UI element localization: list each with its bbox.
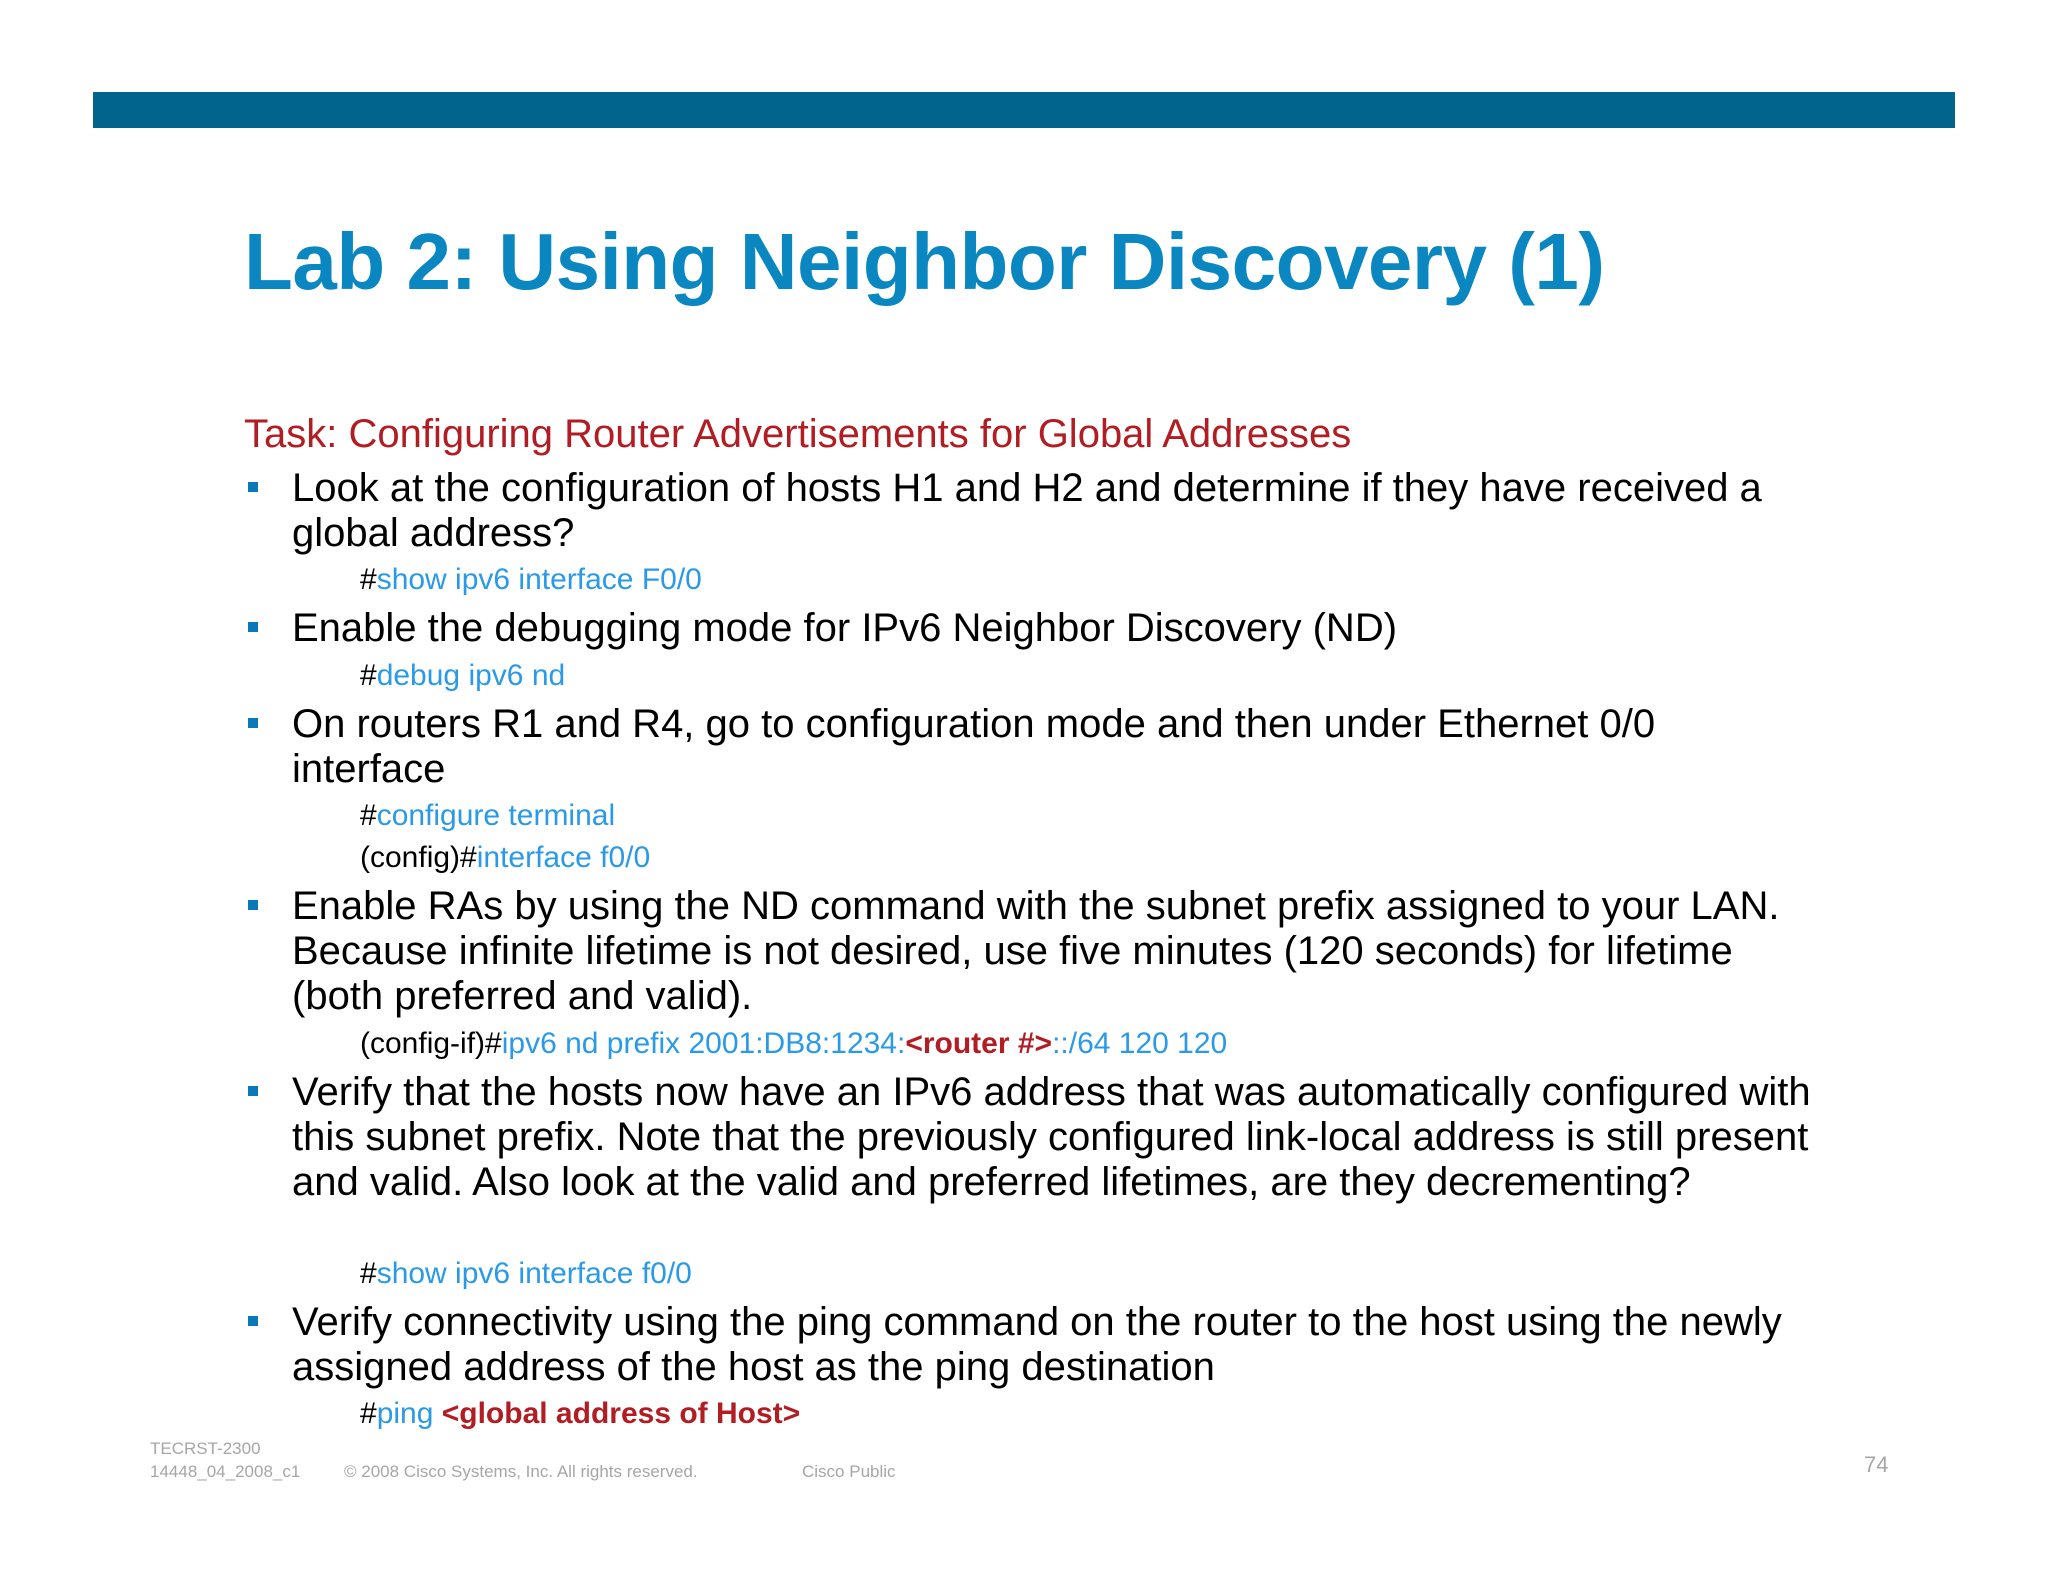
command-line	[360, 798, 615, 834]
command-text: configure terminal	[376, 799, 616, 832]
command-suffix: ::/64 120 120	[1052, 1027, 1228, 1060]
command-placeholder: <global address of Host>	[441, 1397, 801, 1430]
command-line	[360, 1396, 800, 1432]
command-line	[360, 840, 650, 876]
bullet-text: On routers R1 and R4, go to configuration mode and then under Ethernet 0/0 interface	[292, 702, 1656, 791]
top-bar	[93, 92, 1955, 128]
command-placeholder: <router #>	[905, 1027, 1053, 1060]
command-prefix: #	[360, 659, 377, 692]
command-line	[360, 1256, 692, 1292]
bullet-marker	[248, 718, 258, 728]
command-prefix: #	[360, 1257, 377, 1290]
command-prefix: #	[360, 563, 377, 596]
task-heading: Task: Configuring Router Advertisements for Global Addresses	[244, 412, 1352, 456]
bullet-text: Verify that the hosts now have an IPv6 address that was automatically configured with this subnet prefix. Note that the previously configured link-local address is still present and valid. Also look at the valid and preferred lifetimes, are they decrementing?	[292, 1070, 1811, 1204]
bullet-marker	[248, 1316, 258, 1326]
bullet-marker	[248, 482, 258, 492]
bullet-marker	[248, 622, 258, 632]
command-line	[360, 562, 702, 598]
command-text: ping	[376, 1397, 442, 1430]
bullet-marker	[248, 900, 258, 910]
command-prefix: #	[360, 799, 377, 832]
bullet-text: Enable RAs by using the ND command with the subnet prefix assigned to your LAN. Because infinite lifetime is not desired, use five minutes (120 seconds) for lifetime (both preferred and valid).	[292, 884, 1780, 1018]
slide-title: Lab 2: Using Neighbor Discovery (1)	[244, 217, 1605, 306]
footer-doc-id: 14448_04_2008_c1	[150, 1462, 301, 1481]
footer-classification: Cisco Public	[802, 1462, 896, 1481]
command-prefix: (config)#	[360, 841, 477, 874]
command-text: debug ipv6 nd	[376, 659, 566, 692]
bullet-text: Enable the debugging mode for IPv6 Neighbor Discovery (ND)	[292, 606, 1398, 650]
bullet-text: Verify connectivity using the ping command on the router to the host using the newly assigned address of the host as the ping destination	[292, 1300, 1782, 1389]
page-number: 74	[1864, 1452, 1889, 1477]
command-text: show ipv6 interface F0/0	[376, 563, 702, 596]
command-line	[360, 658, 565, 694]
command-text: interface f0/0	[476, 841, 651, 874]
footer-copyright: © 2008 Cisco Systems, Inc. All rights reserved.	[344, 1462, 698, 1481]
command-prefix: (config-if)#	[360, 1027, 502, 1060]
bullet-marker	[248, 1086, 258, 1096]
footer-course: TECRST-2300	[150, 1439, 261, 1458]
bullet-text: Look at the configuration of hosts H1 and H2 and determine if they have received a global address?	[292, 466, 1762, 555]
command-text: ipv6 nd prefix 2001:DB8:1234:	[501, 1027, 906, 1060]
command-text: show ipv6 interface f0/0	[376, 1257, 692, 1290]
command-prefix: #	[360, 1397, 377, 1430]
command-line	[360, 1026, 1227, 1062]
